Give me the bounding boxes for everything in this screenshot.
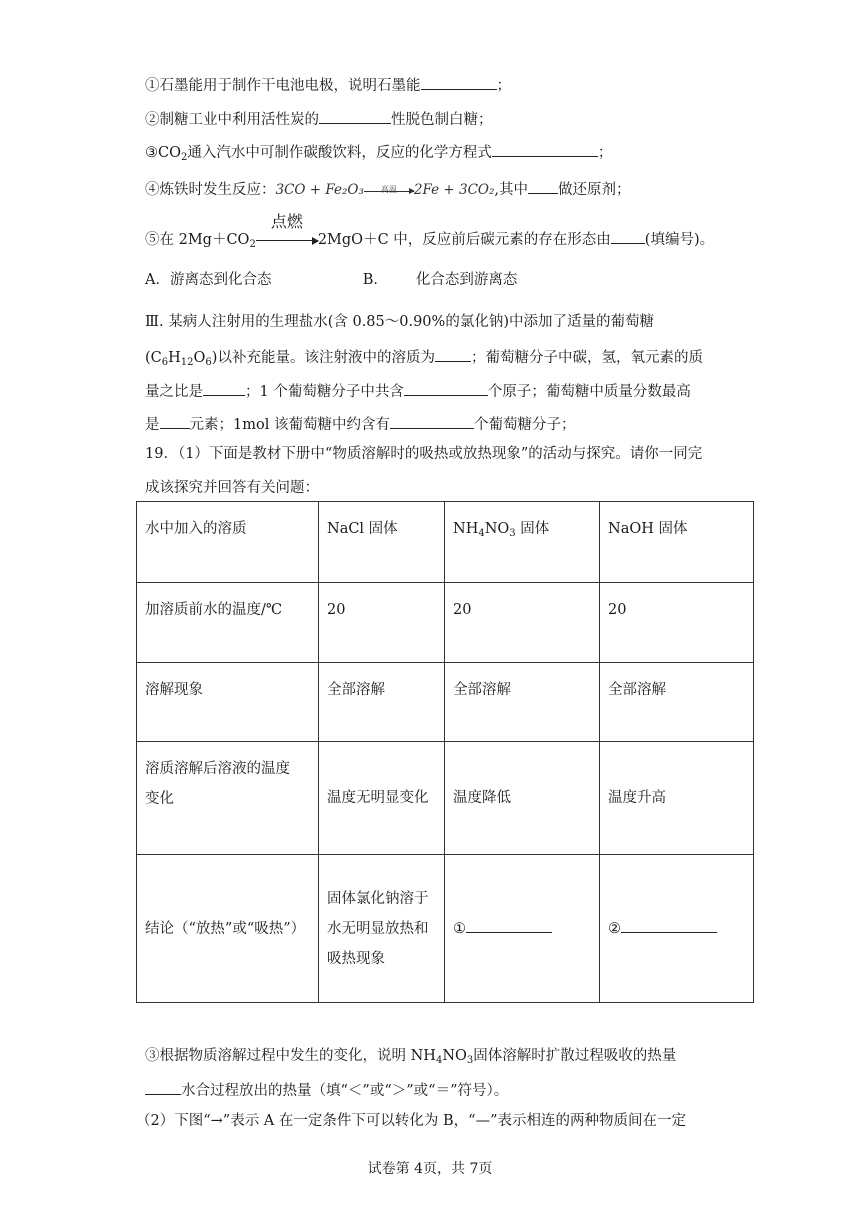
answer-blank[interactable] — [145, 1079, 181, 1095]
experiment-table — [136, 501, 754, 1003]
subscript: 2 — [180, 152, 188, 163]
text: ； — [496, 78, 511, 94]
table-cell: 全部溶解 — [319, 663, 445, 742]
text: ③根据物质溶解过程中发生的变化，说明 NH — [145, 1048, 436, 1064]
answer-blank[interactable] — [160, 413, 190, 429]
subscript: 3 — [466, 1055, 474, 1066]
answer-blank[interactable] — [404, 380, 488, 396]
table-cell: 温度降低 — [445, 742, 600, 855]
text: 水无明显放热和 — [327, 920, 429, 937]
table-cell: NaOH 固体 — [600, 502, 754, 583]
q3-line1 — [145, 312, 654, 332]
text: NO — [442, 1048, 467, 1064]
table-cell — [319, 855, 445, 1003]
q3-line3 — [145, 380, 691, 402]
reaction-condition: 高温 — [380, 185, 397, 194]
text: 吸热现象 — [327, 950, 385, 967]
q19-intro-line1 — [145, 444, 702, 464]
table-cell: 全部溶解 — [600, 663, 754, 742]
q18-part2 — [145, 108, 493, 130]
text: 固体溶解时扩散过程吸收的热量 — [473, 1048, 677, 1064]
text: H — [168, 350, 181, 366]
text: NO — [484, 521, 510, 537]
text: 性脱色制白糖； — [391, 112, 493, 128]
subscript: 4 — [435, 1055, 443, 1066]
text: 溶质溶解后溶液的温度 — [145, 761, 290, 777]
table-cell — [445, 502, 600, 583]
table-cell: 溶解现象 — [137, 663, 319, 742]
equation-right: 2Fe + 3CO₂ — [413, 182, 495, 198]
text: 成该探究并回答有关问题： — [145, 480, 319, 496]
q3-line2 — [145, 346, 703, 368]
subscript: 6 — [161, 357, 169, 368]
table-row — [137, 502, 754, 583]
subscript: 6 — [205, 357, 212, 368]
q18-part1 — [145, 74, 511, 96]
answer-blank[interactable] — [492, 141, 598, 157]
text: (填编号)。 — [644, 232, 715, 248]
table-cell: 水中加入的溶质 — [137, 502, 319, 583]
text: ②制糖工业中利用活性炭的 — [145, 112, 319, 128]
answer-blank[interactable] — [621, 917, 717, 933]
reaction-equation — [276, 182, 495, 198]
text: 是 — [145, 417, 160, 433]
answer-blank[interactable] — [611, 228, 645, 244]
page-footer: 试卷第 4页，共 7页 — [367, 1161, 493, 1177]
text: O — [193, 350, 206, 366]
q3-line4 — [145, 413, 575, 435]
text: 19．（1）下面是教材下册中“物质溶解时的吸热或放热现象”的活动与探究。请你一同完 — [145, 446, 703, 462]
q18-part5 — [145, 212, 715, 250]
table-row — [137, 663, 754, 742]
text: 固体 — [515, 521, 550, 537]
reaction-arrow — [364, 185, 414, 194]
text: ；葡萄糖分子中碳，氢，氧元素的质 — [470, 350, 703, 366]
subscript: 3 — [509, 528, 516, 539]
table-cell: NaCl 固体 — [319, 502, 445, 583]
table-row — [137, 583, 754, 663]
table-cell: 温度升高 — [600, 742, 754, 855]
text: ① — [453, 920, 466, 937]
text: 元素；1mol 该葡萄糖中约含有 — [189, 417, 390, 433]
reaction-condition: 点燃 — [270, 212, 303, 231]
text: ⑤在 2Mg＋CO — [145, 232, 250, 248]
reaction-arrow — [256, 212, 318, 244]
table-cell — [137, 742, 319, 855]
text: ①石墨能用于制作干电池电极，说明石墨能 — [145, 78, 421, 94]
q18-options — [145, 270, 517, 290]
subscript: 2 — [249, 239, 256, 250]
text: 2MgO＋C 中，反应前后碳元素的存在形态由 — [317, 232, 611, 248]
table-row — [137, 742, 754, 855]
text: )以补充能量。该注射液中的溶质为 — [211, 350, 435, 366]
table-cell — [445, 855, 600, 1003]
text: ,其中 — [494, 182, 528, 198]
text: NH — [453, 521, 479, 537]
q19-part3-line2 — [145, 1079, 508, 1101]
table-row — [137, 855, 754, 1003]
option-b[interactable]: B． — [362, 272, 388, 288]
answer-blank[interactable] — [435, 346, 471, 362]
answer-blank[interactable] — [390, 413, 474, 429]
text: ④炼铁时发生反应： — [145, 182, 276, 198]
answer-blank[interactable] — [421, 74, 497, 90]
table-cell: 加溶质前水的温度/℃ — [137, 583, 319, 663]
answer-blank[interactable] — [528, 178, 558, 194]
table-cell: 20 — [319, 583, 445, 663]
subscript: 4 — [478, 528, 485, 539]
q19-part3-line1 — [145, 1046, 676, 1066]
table-cell — [600, 855, 754, 1003]
q19-part2-intro — [136, 1111, 686, 1131]
text: (C — [145, 350, 162, 366]
table-cell: 温度无明显变化 — [319, 742, 445, 855]
text: 做还原剂； — [558, 182, 631, 198]
answer-blank[interactable] — [466, 917, 552, 933]
text: 通入汽水中可制作碳酸饮料，反应的化学方程式 — [187, 145, 492, 161]
equation-left: 3CO + Fe₂O₃ — [275, 182, 364, 198]
table-cell: 20 — [445, 583, 600, 663]
table-cell: 全部溶解 — [445, 663, 600, 742]
text: ；1 个葡萄糖分子中共含 — [245, 384, 404, 400]
text: 变化 — [145, 791, 174, 807]
text: （2）下图“→”表示 A 在一定条件下可以转化为 B，“—”表示相连的两种物质间在一定 — [136, 1113, 686, 1129]
option-b-text: 化合态到游离态 — [415, 272, 518, 288]
text: 固体氯化钠溶于 — [327, 890, 429, 907]
subscript: 12 — [180, 357, 194, 368]
table-cell: 20 — [600, 583, 754, 663]
answer-blank[interactable] — [203, 380, 245, 396]
table-cell: 结论（“放热”或“吸热”） — [137, 855, 319, 1003]
text: 量之比是 — [145, 384, 203, 400]
text: ② — [608, 920, 621, 937]
q19-intro-line2 — [145, 478, 319, 498]
text: 个葡萄糖分子； — [473, 417, 576, 433]
text: 水合过程放出的热量（填“＜”或“＞”或“＝”符号）。 — [181, 1083, 509, 1099]
text: 个原子；葡萄糖中质量分数最高 — [487, 384, 691, 400]
q18-part4 — [145, 178, 631, 200]
option-a[interactable]: A．游离态到化合态 — [145, 272, 272, 288]
text: ； — [597, 145, 613, 161]
text: ③CO — [145, 145, 181, 161]
text: Ⅲ. 某病人注射用的生理盐水(含 0.85～0.90%的氯化钠)中添加了适量的葡萄糖 — [145, 314, 654, 330]
answer-blank[interactable] — [319, 108, 391, 124]
q18-part3 — [145, 141, 612, 163]
